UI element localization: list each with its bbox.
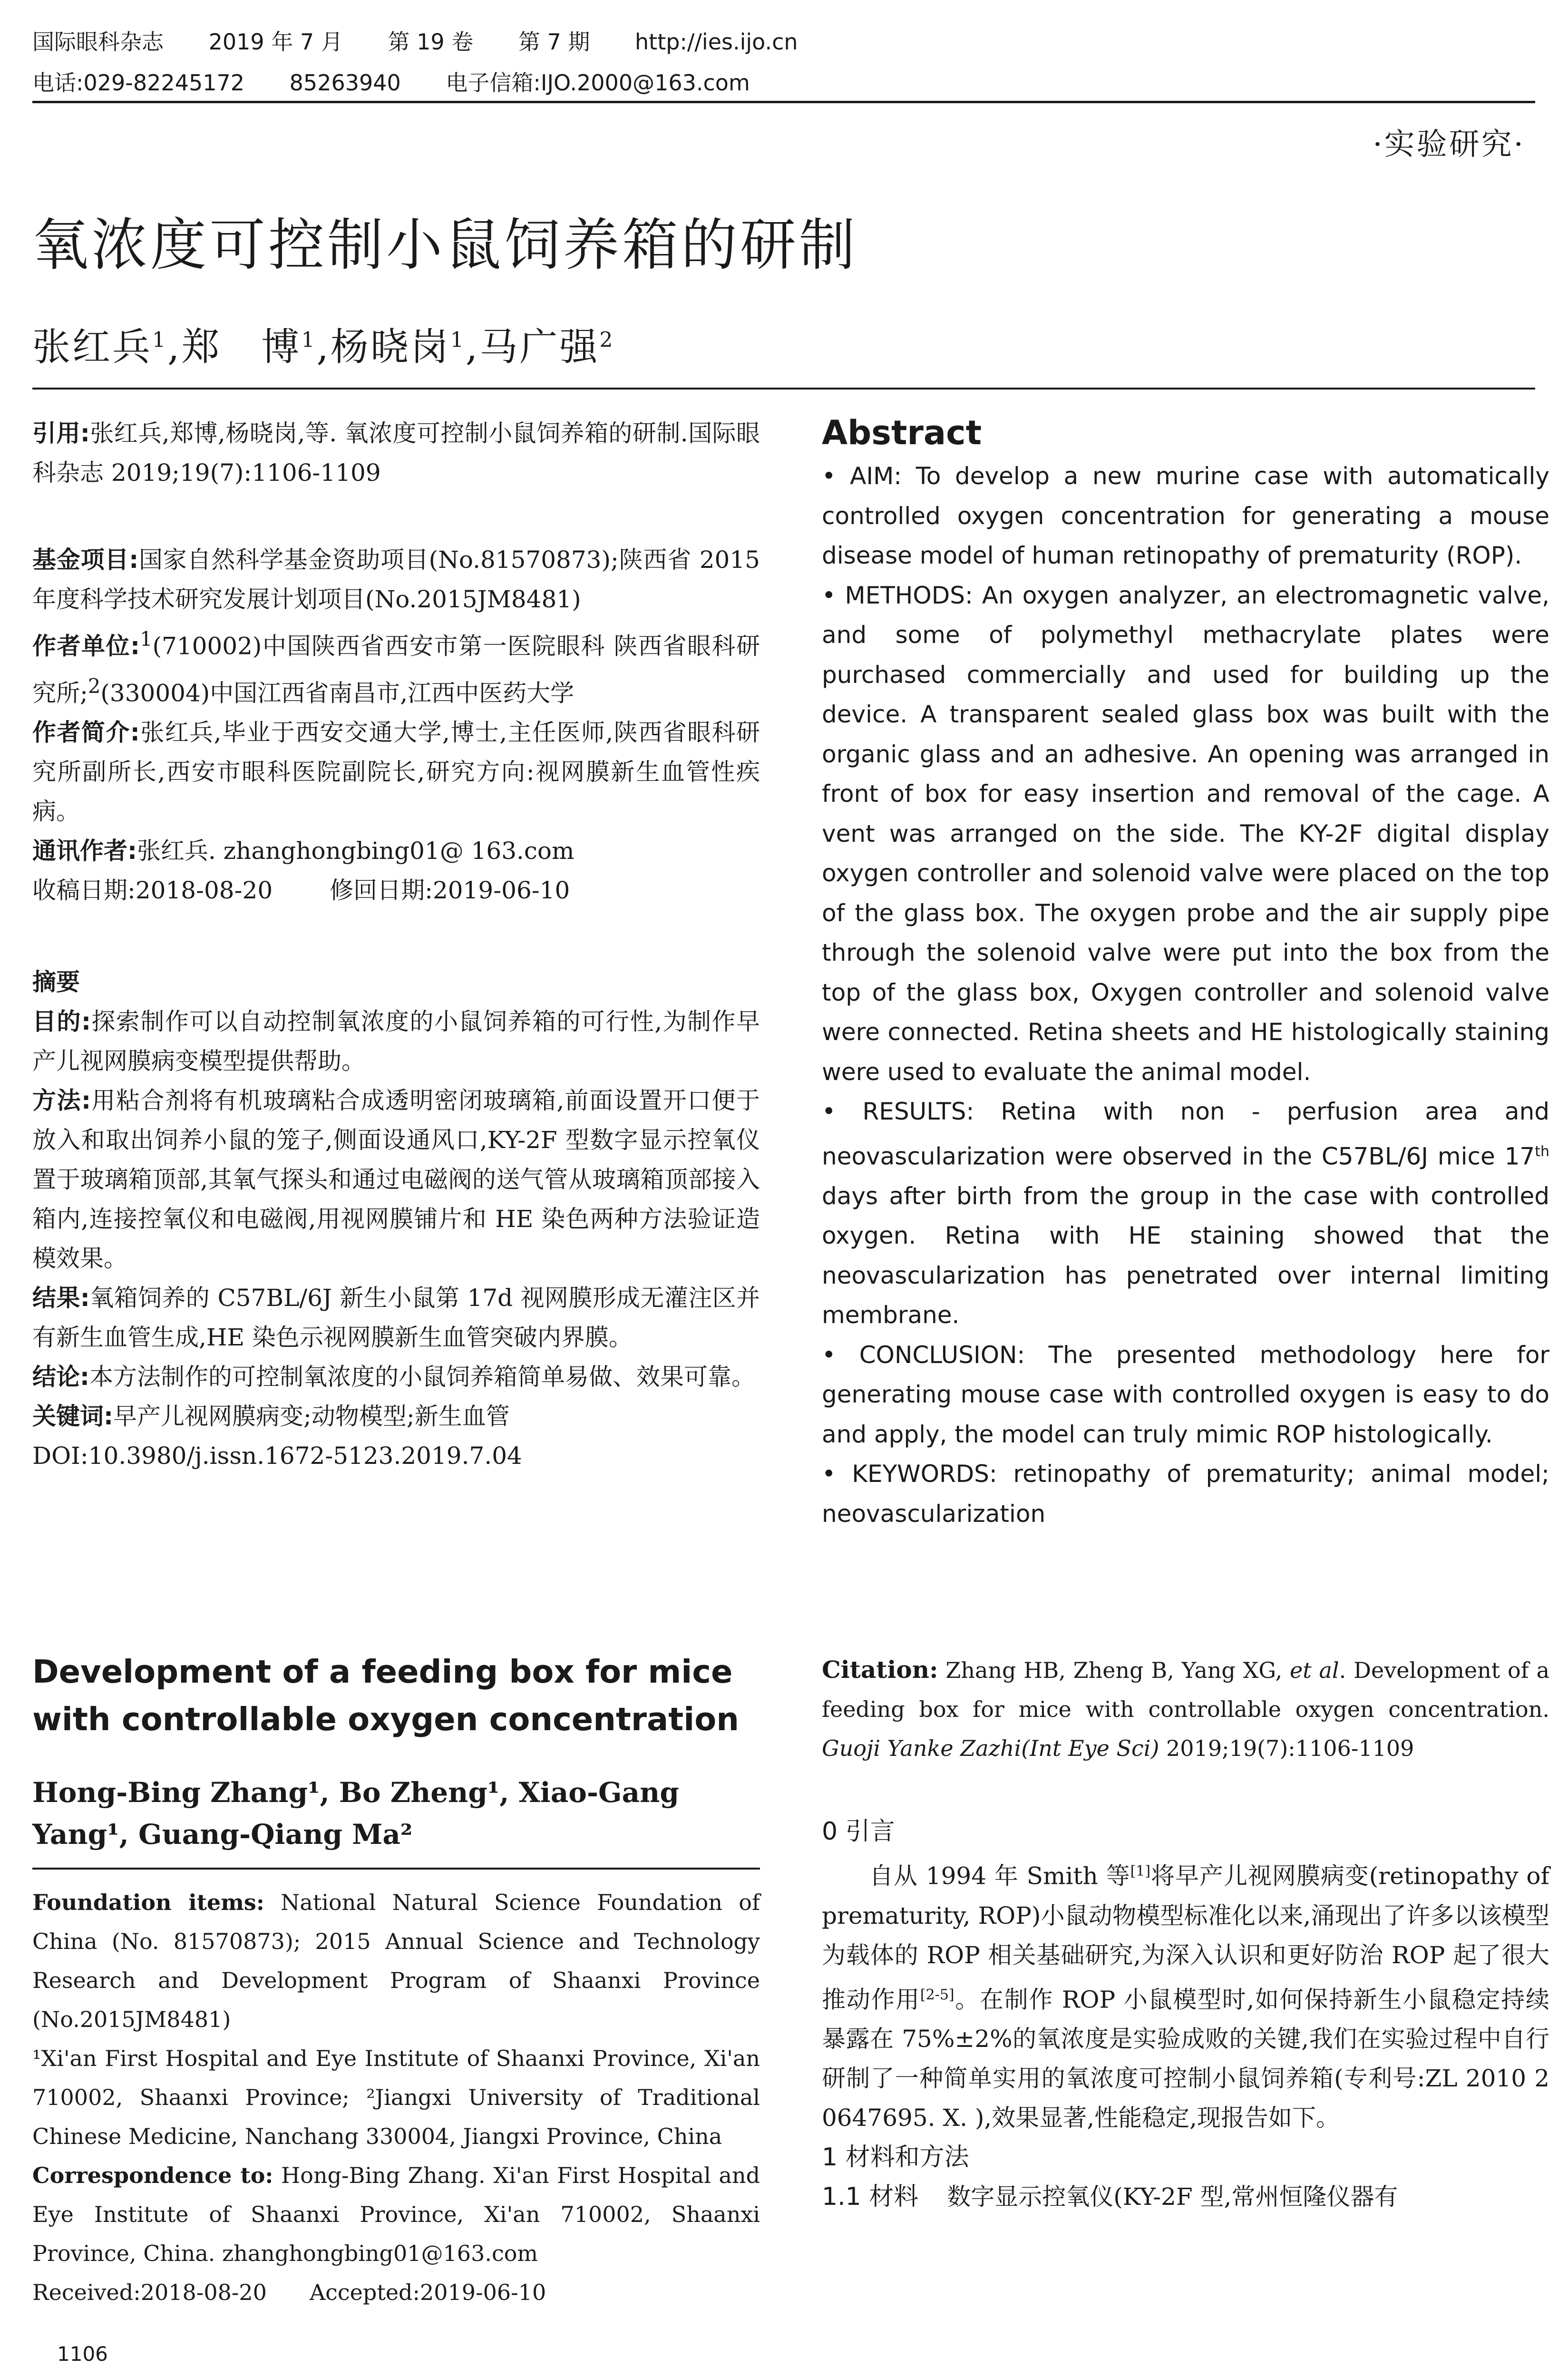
- abstract-en-keywords: [822, 1454, 1549, 1534]
- intro-text: 自从 1994 年 Smith 等: [869, 1862, 1130, 1890]
- foundation-text: National Natural Science Foundation of China (No. 81570873); 2015 Annual Science and Technology Research and Development Program of Shaanxi Province (No.2015JM8481): [32, 1890, 760, 2032]
- citation-journal: Guoji Yanke Zazhi(Int Eye Sci): [822, 1735, 1159, 1761]
- revised-date: 修回日期:2019-06-10: [330, 877, 570, 905]
- section-tag: ·实验研究·: [1373, 127, 1525, 162]
- abstract-cn-conclusion: [32, 1357, 760, 1397]
- aim-en-text: To develop a new murine case with automatically controlled oxygen concentration for generating a mouse disease model of human retinopathy of prematurity (ROP).: [822, 462, 1549, 569]
- results-text: 氧箱饲养的 C57BL/6J 新生小鼠第 17d 视网膜形成无灌注区并有新生血管生成,HE 染色示视网膜新生血管突破内界膜。: [32, 1284, 760, 1352]
- intro-text3: 。在制作 ROP 小鼠模型时,如何保持新生小鼠稳定持续暴露在 75%±2%的氧浓度是实验成败的关键,我们在实验过程中自行研制了一种简单实用的氧浓度可控制小鼠饲养箱(专利号:ZL 2010 2 0647695. X. ),效果显著,性能稳定,现报告如下。: [822, 1986, 1549, 2132]
- corr-label: 通讯作者:: [32, 837, 137, 865]
- journal-name: 国际眼科杂志: [32, 29, 164, 55]
- citation-etal: et al: [1289, 1657, 1339, 1683]
- affil-label: 作者单位:: [32, 632, 140, 660]
- article-title-en: Development of a feeding box for mice with controllable oxygen concentration: [32, 1653, 739, 1738]
- citation-text2: . Development of a feeding box for mice with controllable oxygen concentration.: [822, 1657, 1550, 1722]
- cite-block: [32, 414, 760, 493]
- running-header-line1: [32, 25, 836, 56]
- doi[interactable]: DOI:10.3980/j.issn.1672-5123.2019.7.04: [32, 1442, 522, 1470]
- intro-section: [822, 1812, 1549, 2217]
- corr-text: 张红兵. zhanghongbing01@ 163.com: [137, 837, 575, 865]
- affil-block: [32, 619, 760, 713]
- results-en-label: • RESULTS:: [822, 1098, 974, 1125]
- aim-text: 探索制作可以自动控制氧浓度的小鼠饲养箱的可行性,为制作早产儿视网膜病变模型提供帮助。: [32, 1008, 760, 1075]
- section1-heading: 1 材料和方法: [822, 2143, 969, 2172]
- running-header-line2: [32, 66, 788, 97]
- dates-en: [32, 2273, 760, 2312]
- keywords-text: 早产儿视网膜病变;动物模型;新生血管: [113, 1403, 510, 1431]
- corr-block: [32, 831, 760, 871]
- corr-en-label: Correspondence to:: [32, 2163, 273, 2188]
- section11-text: 数字显示控氧仪(KY-2F 型,常州恒隆仪器有: [947, 2183, 1398, 2211]
- citation-label: Citation:: [822, 1656, 938, 1684]
- author-sup: 2: [599, 328, 615, 352]
- phone2: 85263940: [289, 70, 401, 96]
- keywords-en-text: retinopathy of prematurity; animal model; neovascularization: [822, 1460, 1549, 1528]
- keywords-label: 关键词:: [32, 1403, 113, 1431]
- results-en-text: Retina with non - perfusion area and neovascularization were observed in the C57BL/6J mice 17: [822, 1098, 1549, 1170]
- phone: 电话:029-82245172: [32, 70, 245, 96]
- methods-en-label: • METHODS:: [822, 581, 973, 609]
- citation-text3: 2019;19(7):1106-1109: [1159, 1735, 1414, 1761]
- affil-sup: 2: [88, 674, 101, 698]
- abstract-en-heading: Abstract: [822, 413, 982, 452]
- abstract-en-methods: [822, 576, 1549, 1092]
- conclusion-text: 本方法制作的可控制氧浓度的小鼠饲养箱简单易做、效果可靠。: [89, 1363, 755, 1391]
- citation-en: [822, 1650, 1549, 1768]
- author-name: 马广强: [479, 325, 600, 369]
- abstract-en-conclusion: [822, 1335, 1549, 1455]
- authors-cn: 张红兵$^1$,郑 博$^1$,杨晓岗$^1$,马广强$^2$: [32, 325, 615, 369]
- bio-text: 张红兵,毕业于西安交通大学,博士,主任医师,陕西省眼科研究所副所长,西安市眼科医院副院长,研究方向:视网膜新生血管性疾病。: [32, 719, 760, 826]
- intro-text2: 将早产儿视网膜病变(retinopathy of prematurity, ROP)小鼠动物模型标准化以来,涌现出了许多以该模型为载体的 ROP 相关基础研究,为深入认识和更好防治 ROP 起了很大推动作用: [822, 1862, 1550, 2014]
- foundation-label: Foundation items:: [32, 1890, 264, 1915]
- conclusion-en-label: • CONCLUSION:: [822, 1341, 1025, 1369]
- intro-heading: 0 引言: [822, 1817, 895, 1846]
- methods-en-text: An oxygen analyzer, an electromagnetic valve, and some of polymethyl methacrylate plates were purchased commercially and used for building up the device. A transparent sealed glass box was built with the organic glass and an adhesive. An opening was arranged in front of box for easy insertion and removal of the cage. A vent was arranged on the side. The KY-2F digital display oxygen controller and solenoid valve were placed on the top of the glass box. The oxygen probe and the air supply pipe through the solenoid valve were put into the box from the top of the glass box, Oxygen controller and solenoid valve were connected. Retina sheets and HE histologically staining were used to evaluate the animal model.: [822, 581, 1549, 1086]
- article-title-cn: 氧浓度可控制小鼠饲养箱的研制: [32, 212, 858, 278]
- author-sup: 1: [301, 328, 317, 352]
- corr-en-text: Hong-Bing Zhang. Xi'an First Hospital and Eye Institute of Shaanxi Province, Xi'an 710002, Shaanxi Province, China. zhanghongbing01@163.com: [32, 2163, 760, 2266]
- accepted-en: Accepted:2019-06-10: [309, 2280, 546, 2305]
- ref-citation[interactable]: [1]: [1130, 1863, 1151, 1880]
- abstract-cn-heading: 摘要: [32, 968, 80, 996]
- author-name: 郑 博: [181, 325, 302, 369]
- cite-text: 张红兵,郑博,杨晓岗,等. 氧浓度可控制小鼠饲养箱的研制.国际眼科杂志 2019;19(7):1106-1109: [32, 419, 760, 487]
- author-name: 张红兵: [32, 325, 152, 369]
- abstract-en-results: [822, 1092, 1549, 1335]
- author-name: 杨晓岗: [330, 325, 450, 369]
- methods-label: 方法:: [32, 1087, 91, 1115]
- aim-label: 目的:: [32, 1008, 91, 1036]
- english-title-block: [32, 1648, 760, 2312]
- fund-label: 基金项目:: [32, 546, 139, 574]
- received-date: 收稿日期:2018-08-20: [32, 877, 273, 905]
- bio-block: [32, 713, 760, 831]
- citation-text: Zhang HB, Zheng B, Yang XG,: [945, 1657, 1290, 1683]
- left-column: [32, 414, 760, 1476]
- fund-text: 国家自然科学基金资助项目(No.81570873);陕西省 2015 年度科学技术研究发展计划项目(No.2015JM8481): [32, 546, 760, 613]
- authors-en: Hong-Bing Zhang¹, Bo Zheng¹, Xiao-Gang Yang¹, Guang-Qiang Ma²: [32, 1776, 679, 1851]
- dates-block: [32, 871, 760, 910]
- affil-en: ¹Xi'an First Hospital and Eye Institute of Shaanxi Province, Xi'an 710002, Shaanxi Province; ²Jiangxi University of Traditional Chinese Medicine, Nanchang 330004, Jiangxi Province, China: [32, 2046, 760, 2149]
- aim-en-label: • AIM:: [822, 462, 902, 490]
- foundation-en: [32, 1883, 760, 2039]
- header-rule: [32, 101, 1535, 103]
- received-en: Received:2018-08-20: [32, 2280, 267, 2305]
- author-sup: 1: [450, 328, 466, 352]
- author-sup: 1: [152, 328, 167, 352]
- abstract-cn-keywords: [32, 1397, 760, 1436]
- abstract-cn-methods: [32, 1081, 760, 1278]
- intro-paragraph: [822, 1851, 1549, 2138]
- cite-label: 引用:: [32, 419, 90, 447]
- journal-url[interactable]: http://ies.ijo.cn: [635, 29, 798, 55]
- corr-en: [32, 2156, 760, 2273]
- volume: 第 19 卷: [388, 29, 474, 55]
- conclusion-en-text: The presented methodology here for generating mouse case with controlled oxygen is easy to do and apply, the model can truly mimic ROP histologically.: [822, 1341, 1549, 1448]
- keywords-en-label: • KEYWORDS:: [822, 1460, 997, 1488]
- results-en-sup: th: [1535, 1143, 1549, 1160]
- section11-label: 1.1 材料: [822, 2182, 919, 2211]
- abstract-cn-aim: [32, 1002, 760, 1081]
- ref-citation[interactable]: [2-5]: [920, 1986, 954, 2003]
- methods-text: 用粘合剂将有机玻璃粘合成透明密闭玻璃箱,前面设置开口便于放入和取出饲养小鼠的笼子,侧面设通风口,KY-2F 型数字显示控氧仪置于玻璃箱顶部,其氧气探头和通过电磁阀的送气管从玻璃箱顶部接入箱内,连接控氧仪和电磁阀,用视网膜铺片和 HE 染色两种方法验证造模效果。: [32, 1087, 760, 1273]
- page-number: 1106: [57, 2342, 108, 2366]
- affil-text: (710002)中国陕西省西安市第一医院眼科 陕西省眼科研究所;: [32, 632, 760, 707]
- results-label: 结果:: [32, 1284, 90, 1312]
- issue-date: 2019 年 7 月: [208, 29, 343, 55]
- results-en-text2: days after birth from the group in the case with controlled oxygen. Retina with HE staining showed that the neovascularization has penetrated over internal limiting membrane.: [822, 1182, 1549, 1329]
- fund-block: [32, 540, 760, 619]
- issue-number: 第 7 期: [518, 29, 590, 55]
- title-rule: [32, 388, 1535, 390]
- journal-email[interactable]: 电子信箱:IJO.2000@163.com: [446, 70, 750, 96]
- bio-label: 作者简介:: [32, 719, 140, 747]
- abstract-cn-results: [32, 1278, 760, 1357]
- section11: [822, 2177, 1549, 2217]
- conclusion-label: 结论:: [32, 1363, 89, 1391]
- affil-sup: 1: [140, 627, 153, 651]
- abstract-en-aim: [822, 457, 1549, 576]
- affil-text: (330004)中国江西省南昌市,江西中医药大学: [100, 679, 575, 707]
- abstract-en: [822, 409, 1549, 1534]
